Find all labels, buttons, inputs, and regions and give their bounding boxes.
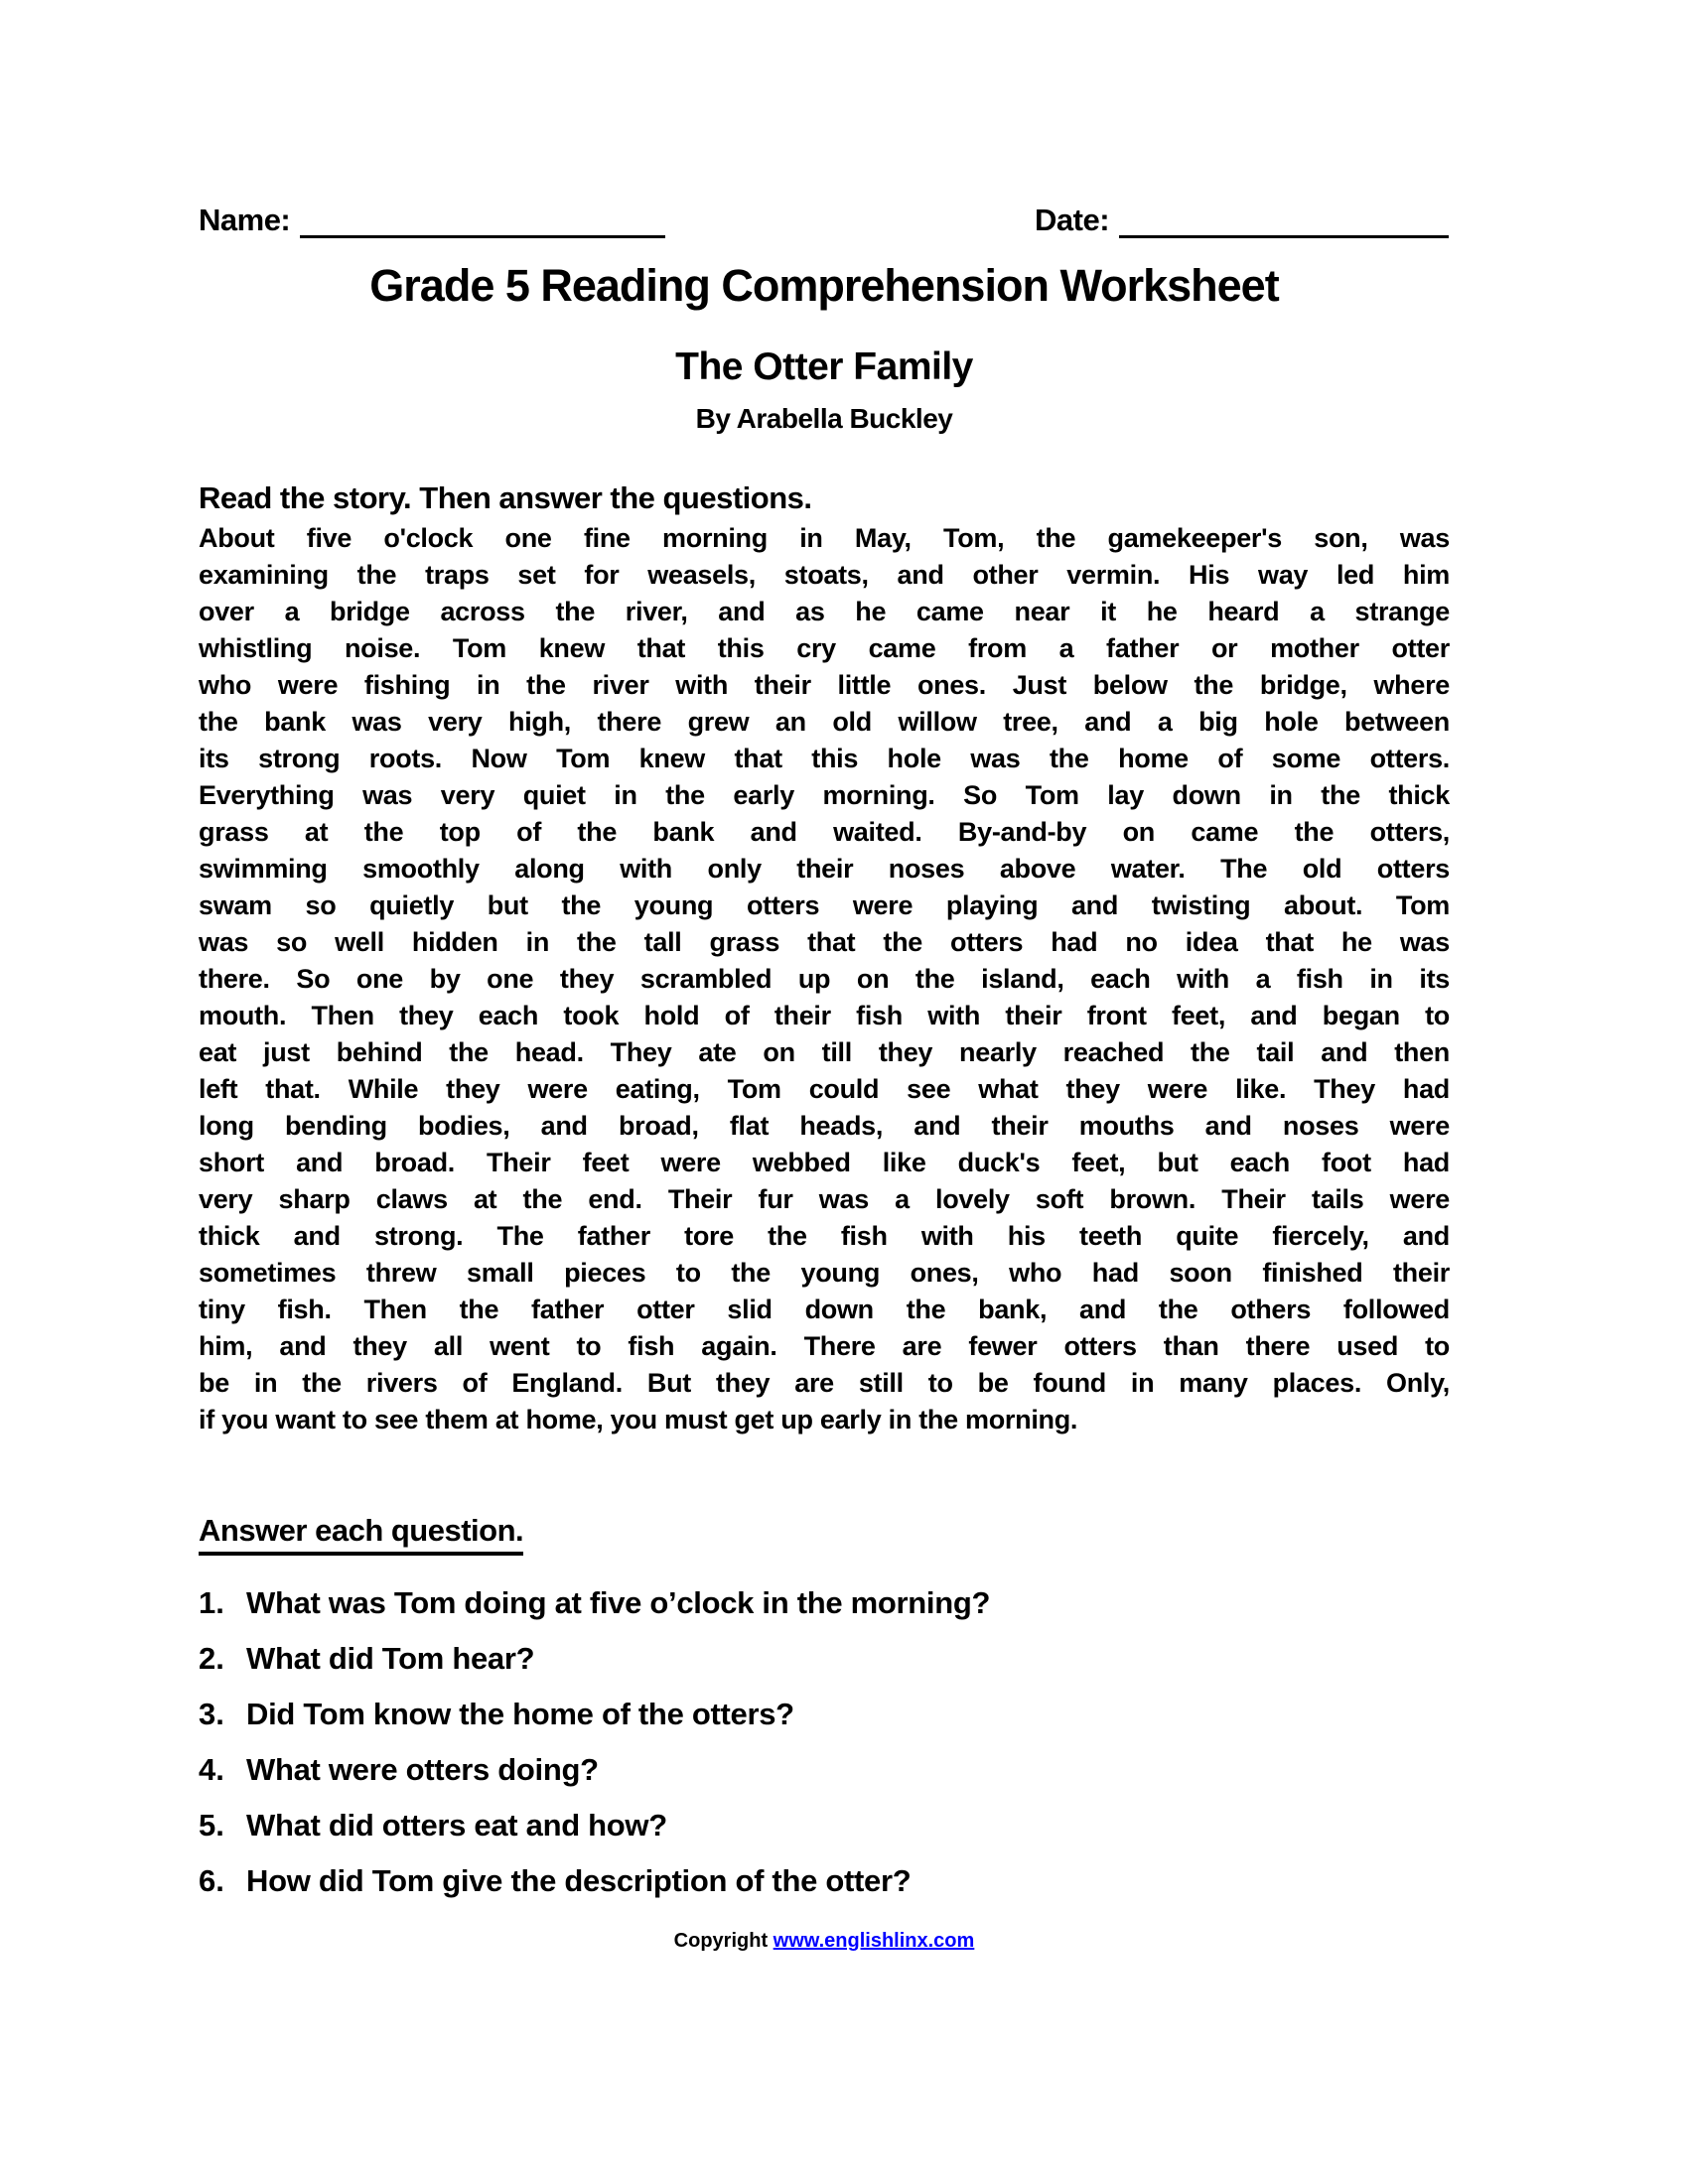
question-item xyxy=(199,1640,1450,1677)
question-item xyxy=(199,1584,1450,1621)
story-line: swam so quietly but the young otters were playing and twisting about. Tom xyxy=(199,890,1450,920)
question-number: 1. xyxy=(199,1585,224,1620)
story-line: About five o'clock one fine morning in May, Tom, the gamekeeper's son, was xyxy=(199,523,1450,553)
question-number: 4. xyxy=(199,1752,224,1787)
story-line: very sharp claws at the end. Their fur was a lovely soft brown. Their tails were xyxy=(199,1184,1450,1214)
instruction-text: Read the story. Then answer the questions. xyxy=(199,480,812,515)
name-blank-line xyxy=(300,201,665,238)
date-field xyxy=(1035,201,1449,238)
story-line: who were fishing in the river with their little ones. Just below the bridge, where xyxy=(199,670,1450,700)
name-date-row xyxy=(199,201,1450,242)
story-line: tiny fish. Then the father otter slid down the bank, and the others followed xyxy=(199,1295,1450,1324)
question-number: 5. xyxy=(199,1808,224,1843)
story-line: mouth. Then they each took hold of their fish with their front feet, and began to xyxy=(199,1001,1450,1030)
question-text: Did Tom know the home of the otters? xyxy=(246,1697,794,1731)
story-line: sometimes threw small pieces to the young ones, who had soon finished their xyxy=(199,1258,1450,1288)
question-text: What was Tom doing at five o’clock in the morning? xyxy=(246,1585,991,1620)
story-line: be in the rivers of England. But they are still to be found in many places. Only, xyxy=(199,1368,1450,1398)
story-line: over a bridge across the river, and as he came near it he heard a strange xyxy=(199,597,1450,626)
worksheet-content xyxy=(199,0,1450,2184)
story-line: the bank was very high, there grew an old willow tree, and a big hole between xyxy=(199,707,1450,737)
story-line: Everything was very quiet in the early morning. So Tom lay down in the thick xyxy=(199,780,1450,810)
copyright-label: Copyright xyxy=(673,1930,769,1952)
story-title: The Otter Family xyxy=(675,345,973,388)
question-text: What did Tom hear? xyxy=(246,1641,535,1676)
footer xyxy=(199,1930,1450,1953)
answer-heading: Answer each question. xyxy=(199,1513,523,1556)
question-number: 2. xyxy=(199,1641,224,1676)
question-text: What were otters doing? xyxy=(246,1752,599,1787)
date-blank-line xyxy=(1119,201,1449,238)
story-line: long bending bodies, and broad, flat heads, and their mouths and noses were xyxy=(199,1111,1450,1141)
question-number: 3. xyxy=(199,1697,224,1731)
story-line: eat just behind the head. They ate on till they nearly reached the tail and then xyxy=(199,1037,1450,1067)
story-line: there. So one by one they scrambled up on the island, each with a fish in its xyxy=(199,964,1450,994)
story-line: short and broad. Their feet were webbed like duck's feet, but each foot had xyxy=(199,1148,1450,1177)
byline: By Arabella Buckley xyxy=(695,403,953,434)
question-item xyxy=(199,1807,1450,1843)
question-item xyxy=(199,1696,1450,1732)
story-line: its strong roots. Now Tom knew that this hole was the home of some otters. xyxy=(199,744,1450,773)
story-line: examining the traps set for weasels, stoats, and other vermin. His way led him xyxy=(199,560,1450,590)
story-line: was so well hidden in the tall grass that the otters had no idea that he was xyxy=(199,927,1450,957)
story-line: grass at the top of the bank and waited. By-and-by on came the otters, xyxy=(199,817,1450,847)
page-title: Grade 5 Reading Comprehension Worksheet xyxy=(369,260,1279,311)
question-text: What did otters eat and how? xyxy=(246,1808,667,1843)
story-line: swimming smoothly along with only their noses above water. The old otters xyxy=(199,854,1450,884)
name-field xyxy=(199,201,665,238)
question-item xyxy=(199,1862,1450,1899)
story-text xyxy=(199,520,1450,1438)
answer-heading-row xyxy=(199,1513,1450,1556)
copyright-link[interactable]: www.englishlinx.com xyxy=(773,1930,975,1952)
story-line: thick and strong. The father tore the fish with his teeth quite fiercely, and xyxy=(199,1221,1450,1251)
story-line: if you want to see them at home, you must get up early in the morning. xyxy=(199,1405,1078,1434)
date-label: Date: xyxy=(1035,203,1110,237)
name-label: Name: xyxy=(199,203,291,237)
question-text: How did Tom give the description of the otter? xyxy=(246,1863,912,1898)
story-line: him, and they all went to fish again. There are fewer otters than there used to xyxy=(199,1331,1450,1361)
story-line: whistling noise. Tom knew that this cry came from a father or mother otter xyxy=(199,633,1450,663)
story-line: left that. While they were eating, Tom could see what they were like. They had xyxy=(199,1074,1450,1104)
question-number: 6. xyxy=(199,1863,224,1898)
question-item xyxy=(199,1751,1450,1788)
question-list xyxy=(199,1584,1450,1918)
